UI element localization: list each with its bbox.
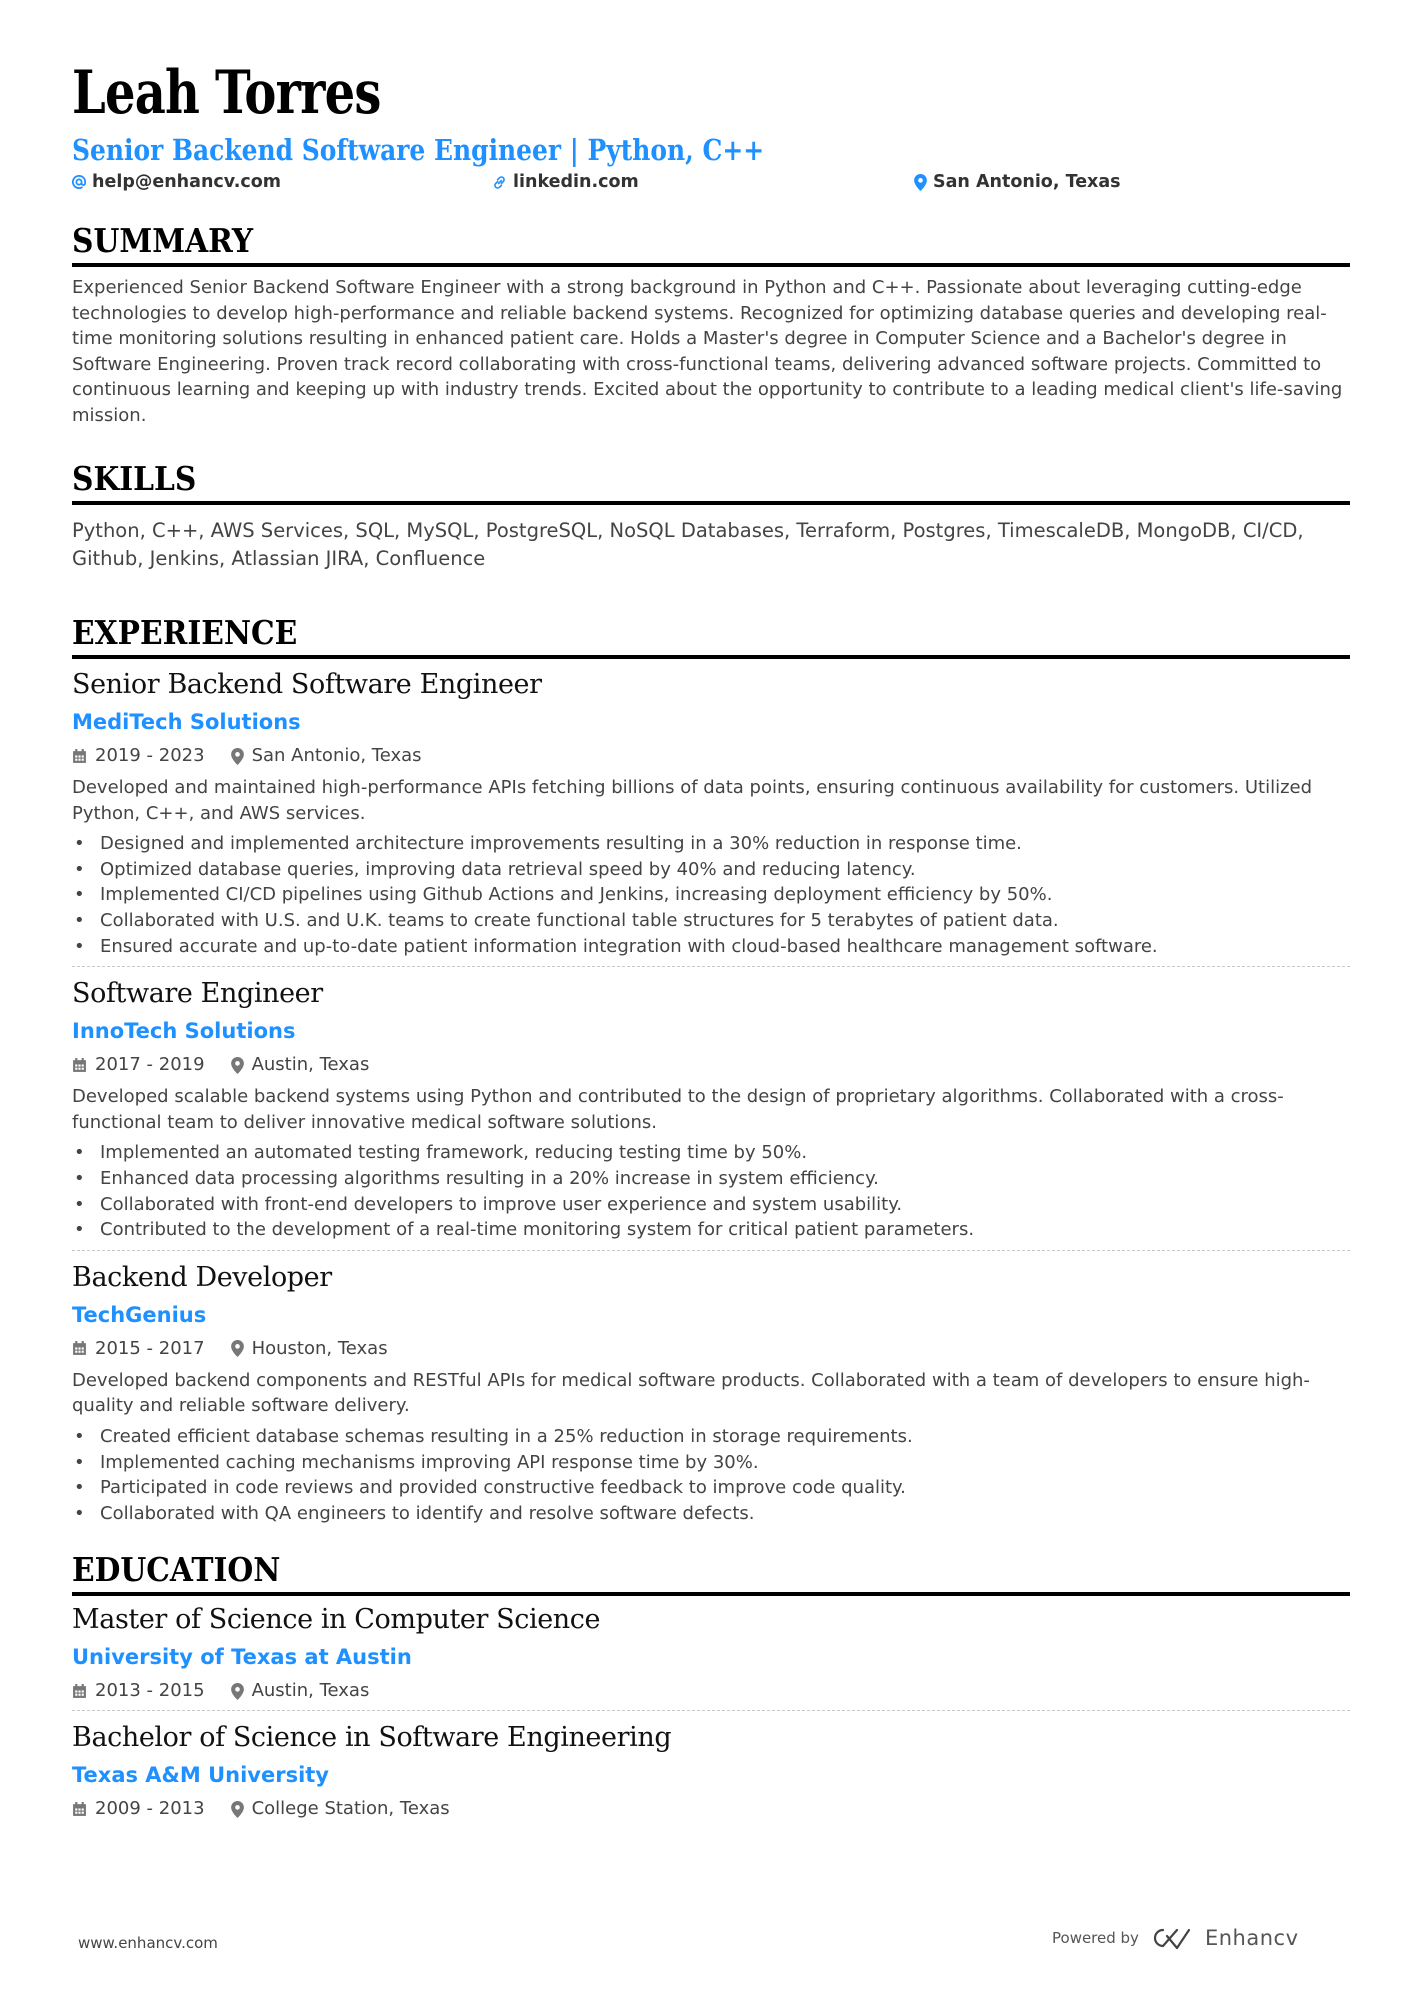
section-rule (72, 1592, 1350, 1596)
section-rule (72, 655, 1350, 659)
location-pin-icon (231, 748, 244, 765)
bullet-item: • Designed and implemented architecture improvements resulting in a 30% reduction in response time. (72, 831, 1350, 857)
location-pin-icon (231, 1057, 244, 1074)
job-title: Senior Backend Software Engineer (72, 669, 542, 700)
link-icon (492, 175, 507, 190)
location-pin-icon (231, 1801, 244, 1818)
company-name: InnoTech Solutions (72, 1019, 296, 1044)
skills-text: Python, C++, AWS Services, SQL, MySQL, PostgreSQL, NoSQL Databases, Terraform, Postgres, TimescaleDB, MongoDB, CI/CD, Github, Jenkins, Atlassian JIRA, Confluence (72, 519, 1304, 570)
bullet-list (72, 831, 1350, 959)
education-entry (72, 1601, 1350, 1707)
calendar-icon (72, 749, 87, 764)
skills-section (72, 459, 1350, 573)
job-entry (72, 666, 1350, 959)
calendar-icon (72, 1802, 87, 1817)
job-description: Developed backend components and RESTful APIs for medical software products. Collaborated with a team of developers to ensure high-quality and reliable software delivery. (72, 1369, 1310, 1417)
entry-meta: 2009 - 2013 College Station, Texas (72, 1793, 1350, 1825)
enhancv-logo-icon (1149, 1926, 1195, 1950)
location-pin-icon (914, 174, 927, 191)
bullet-item: • Contributed to the development of a real-time monitoring system for critical patient parameters. (72, 1217, 1350, 1243)
entry-meta: 2017 - 2019 Austin, Texas (72, 1049, 1350, 1081)
bullet-item: • Implemented an automated testing framework, reducing testing time by 50%. (72, 1140, 1350, 1166)
section-rule (72, 501, 1350, 505)
job-title: Software Engineer (72, 978, 323, 1010)
degree: Bachelor of Science in Software Engineering (72, 1722, 672, 1753)
entry-meta: 2019 - 2023 San Antonio, Texas (72, 740, 1350, 772)
bullet-item: • Collaborated with U.S. and U.K. teams to create functional table structures for 5 terabytes of patient data. (72, 908, 1350, 934)
company-name: MediTech Solutions (72, 710, 301, 734)
section-rule (72, 263, 1350, 267)
divider (72, 1250, 1350, 1251)
entry-meta: 2015 - 2017 Houston, Texas (72, 1333, 1350, 1365)
summary-section (72, 221, 1350, 429)
education-section (72, 1550, 1350, 1825)
education-entry (72, 1719, 1350, 1825)
candidate-name: Leah Torres (72, 58, 381, 128)
contact-link[interactable]: linkedin.com (492, 170, 639, 194)
section-heading: SUMMARY (72, 221, 254, 260)
bullet-item: • Ensured accurate and up-to-date patient information integration with cloud-based healthcare management software. (72, 934, 1350, 960)
section-heading: SKILLS (72, 459, 197, 498)
candidate-title: Senior Backend Software Engineer | Python, C++ (72, 133, 765, 167)
bullet-item: • Optimized database queries, improving data retrieval speed by 40% and reducing latency. (72, 857, 1350, 883)
powered-by: Powered by Enhancv (1052, 1926, 1299, 1950)
bullet-item: • Implemented CI/CD pipelines using Github Actions and Jenkins, increasing deployment efficiency by 50%. (72, 882, 1350, 908)
section-heading: EXPERIENCE (72, 613, 298, 652)
experience-section (72, 613, 1350, 1526)
divider (72, 966, 1350, 967)
job-entry (72, 1259, 1350, 1527)
divider (72, 1710, 1350, 1711)
location-pin-icon (231, 1340, 244, 1357)
calendar-icon (72, 1341, 87, 1356)
contact-location: San Antonio, Texas (914, 170, 1121, 194)
school-name: Texas A&M University (72, 1763, 329, 1787)
calendar-icon (72, 1684, 87, 1699)
contact-bar (72, 170, 1350, 194)
bullet-item: • Collaborated with QA engineers to identify and resolve software defects. (72, 1501, 1350, 1527)
location-pin-icon (231, 1683, 244, 1700)
school-name: University of Texas at Austin (72, 1645, 412, 1669)
at-icon (72, 175, 86, 189)
job-entry (72, 975, 1350, 1243)
job-description: Developed and maintained high-performance APIs fetching billions of data points, ensuring continuous availability for customers. Utilized Python, C++, and AWS services. (72, 777, 1313, 824)
calendar-icon (72, 1058, 87, 1073)
job-description: Developed scalable backend systems using Python and contributed to the design of proprietary algorithms. Collaborated with a cross-functional team to deliver innovative medical software solutions. (72, 1086, 1284, 1133)
company-name: TechGenius (72, 1302, 207, 1327)
bullet-list (72, 1140, 1350, 1242)
degree: Master of Science in Computer Science (72, 1604, 601, 1635)
entry-meta: 2013 - 2015 Austin, Texas (72, 1675, 1350, 1707)
bullet-item: • Enhanced data processing algorithms resulting in a 20% increase in system efficiency. (72, 1166, 1350, 1192)
section-heading: EDUCATION (72, 1550, 281, 1589)
summary-text: Experienced Senior Backend Software Engineer with a strong background in Python and C++. Passionate about leveraging cutting-edge technologies to develop high-performance and reliable backend systems. Recognized for optimizing database queries and developing real-time monitoring solutions resulting in enhanced patient care. Holds a Master's degree in Computer Science and a Bachelor's degree in Software Engineering. Proven track record collaborating with cross-functional teams, delivering advanced software projects. Committed to continuous learning and keeping up with industry trends. Excited about the opportunity to contribute to a leading medical client's life-saving mission. (72, 277, 1343, 426)
bullet-item: • Participated in code reviews and provided constructive feedback to improve code quality. (72, 1475, 1350, 1501)
bullet-list (72, 1424, 1350, 1526)
bullet-item: • Implemented caching mechanisms improving API response time by 30%. (72, 1450, 1350, 1476)
contact-email[interactable]: help@enhancv.com (72, 170, 281, 194)
job-title: Backend Developer (72, 1261, 332, 1293)
bullet-item: • Collaborated with front-end developers to improve user experience and system usability. (72, 1192, 1350, 1218)
bullet-item: • Created efficient database schemas resulting in a 25% reduction in storage requirements. (72, 1424, 1350, 1450)
footer-website[interactable]: www.enhancv.com (78, 1934, 218, 1952)
